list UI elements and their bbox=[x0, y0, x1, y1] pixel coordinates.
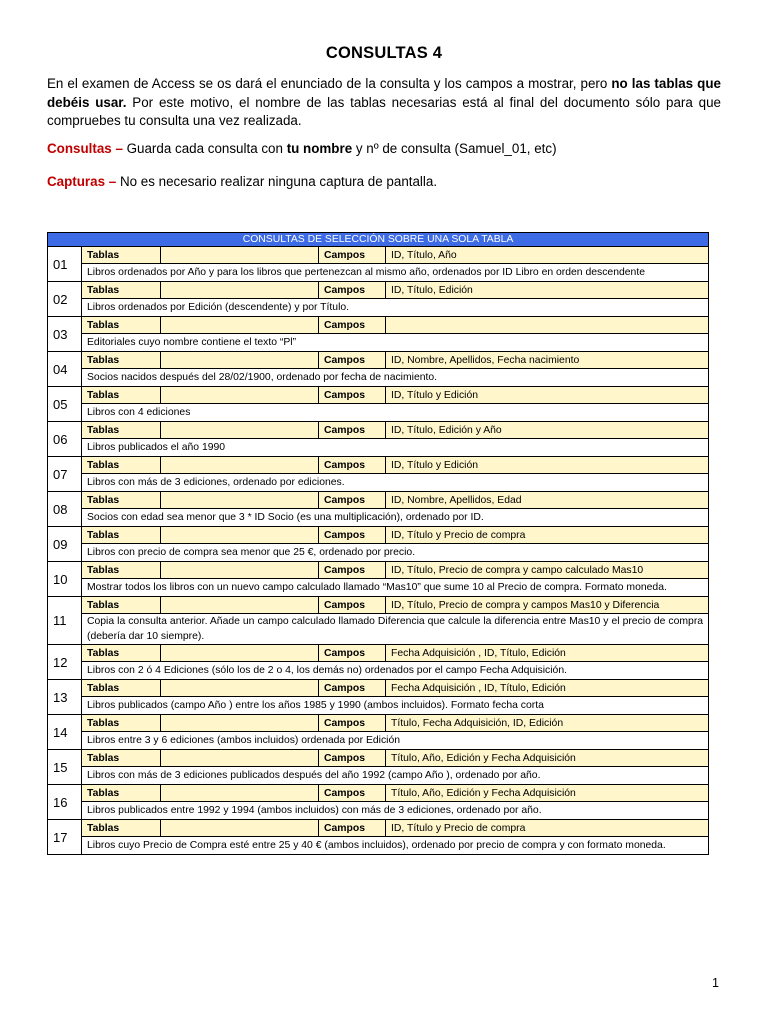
consultas-label: Consultas – bbox=[47, 141, 123, 156]
campos-label: Campos bbox=[319, 352, 386, 369]
tablas-value bbox=[161, 680, 319, 697]
query-description-row bbox=[48, 404, 709, 422]
tablas-label: Tablas bbox=[82, 492, 161, 509]
query-row bbox=[48, 597, 709, 614]
query-description-row bbox=[48, 662, 709, 680]
page-number: 1 bbox=[712, 976, 719, 990]
query-description-row bbox=[48, 369, 709, 387]
query-description: Libros con 4 ediciones bbox=[82, 404, 709, 422]
query-number: 12 bbox=[48, 645, 82, 680]
query-description-row bbox=[48, 732, 709, 750]
campos-label: Campos bbox=[319, 387, 386, 404]
query-description: Libros entre 3 y 6 ediciones (ambos incluidos) ordenada por Edición bbox=[82, 732, 709, 750]
campos-value: ID, Título y Precio de compra bbox=[386, 820, 709, 837]
tablas-label: Tablas bbox=[82, 387, 161, 404]
tablas-label: Tablas bbox=[82, 317, 161, 334]
query-description: Copia la consulta anterior. Añade un campo calculado llamado Diferencia que calcule la diferencia entre Mas10 y el precio de compra (debería dar 10 siempre). bbox=[82, 614, 709, 645]
table-header-row bbox=[48, 233, 709, 247]
tablas-value bbox=[161, 317, 319, 334]
campos-value: ID, Título, Edición y Año bbox=[386, 422, 709, 439]
campos-label: Campos bbox=[319, 597, 386, 614]
query-description-row bbox=[48, 837, 709, 855]
campos-label: Campos bbox=[319, 820, 386, 837]
query-row bbox=[48, 387, 709, 404]
tablas-label: Tablas bbox=[82, 820, 161, 837]
campos-value: ID, Título y Edición bbox=[386, 457, 709, 474]
query-row bbox=[48, 562, 709, 579]
query-row bbox=[48, 820, 709, 837]
consultas-text2: y nº de consulta (Samuel_01, etc) bbox=[352, 141, 557, 156]
query-description: Libros publicados (campo Año ) entre los años 1985 y 1990 (ambos incluidos). Formato fecha corta bbox=[82, 697, 709, 715]
page-title: CONSULTAS 4 bbox=[325, 44, 443, 62]
campos-value: Fecha Adquisición , ID, Título, Edición bbox=[386, 680, 709, 697]
query-description-row bbox=[48, 439, 709, 457]
query-number: 16 bbox=[48, 785, 82, 820]
query-description: Socios con edad sea menor que 3 * ID Socio (es una multiplicación), ordenado por ID. bbox=[82, 509, 709, 527]
campos-value bbox=[386, 317, 709, 334]
query-row bbox=[48, 422, 709, 439]
intro-text-part2: Por este motivo, el nombre de las tablas necesarias está al final del documento sólo para que compruebes tu consulta una vez realizada. bbox=[47, 94, 721, 129]
tablas-label: Tablas bbox=[82, 352, 161, 369]
query-description: Libros ordenados por Año y para los libros que pertenezcan al mismo año, ordenados por ID Libro en orden descendente bbox=[82, 264, 709, 282]
tablas-label: Tablas bbox=[82, 645, 161, 662]
campos-label: Campos bbox=[319, 750, 386, 767]
tablas-value bbox=[161, 352, 319, 369]
campos-value: ID, Título y Edición bbox=[386, 387, 709, 404]
tablas-label: Tablas bbox=[82, 422, 161, 439]
tablas-label: Tablas bbox=[82, 282, 161, 299]
query-description: Libros con 2 ó 4 Ediciones (sólo los de 2 o 4, los demás no) ordenados por el campo Fecha Adquisición. bbox=[82, 662, 709, 680]
query-description-row bbox=[48, 767, 709, 785]
campos-label: Campos bbox=[319, 247, 386, 264]
tablas-value bbox=[161, 820, 319, 837]
tablas-value bbox=[161, 645, 319, 662]
tablas-label: Tablas bbox=[82, 785, 161, 802]
tablas-value bbox=[161, 715, 319, 732]
query-row bbox=[48, 492, 709, 509]
query-number: 13 bbox=[48, 680, 82, 715]
capturas-label: Capturas – bbox=[47, 174, 117, 189]
query-row bbox=[48, 352, 709, 369]
campos-value: ID, Título, Edición bbox=[386, 282, 709, 299]
consultas-text1: Guarda cada consulta con bbox=[122, 141, 287, 156]
query-row bbox=[48, 645, 709, 662]
campos-label: Campos bbox=[319, 492, 386, 509]
campos-label: Campos bbox=[319, 527, 386, 544]
query-number: 01 bbox=[48, 247, 82, 282]
query-number: 02 bbox=[48, 282, 82, 317]
query-number: 03 bbox=[48, 317, 82, 352]
query-number: 05 bbox=[48, 387, 82, 422]
campos-value: ID, Nombre, Apellidos, Fecha nacimiento bbox=[386, 352, 709, 369]
query-number: 07 bbox=[48, 457, 82, 492]
intro-paragraph bbox=[47, 75, 721, 131]
tablas-label: Tablas bbox=[82, 562, 161, 579]
tablas-value bbox=[161, 247, 319, 264]
campos-value: ID, Título, Precio de compra y campo calculado Mas10 bbox=[386, 562, 709, 579]
query-description-row bbox=[48, 334, 709, 352]
tablas-value bbox=[161, 457, 319, 474]
tablas-value bbox=[161, 527, 319, 544]
consultas-instruction bbox=[47, 141, 557, 156]
intro-bold-text: no las tablas que debéis usar. bbox=[47, 76, 721, 110]
capturas-instruction bbox=[47, 174, 437, 189]
tablas-value bbox=[161, 387, 319, 404]
campos-value: ID, Nombre, Apellidos, Edad bbox=[386, 492, 709, 509]
query-number: 06 bbox=[48, 422, 82, 457]
query-number: 14 bbox=[48, 715, 82, 750]
query-row bbox=[48, 680, 709, 697]
tablas-value bbox=[161, 492, 319, 509]
query-description-row bbox=[48, 509, 709, 527]
query-row bbox=[48, 750, 709, 767]
query-number: 09 bbox=[48, 527, 82, 562]
query-number: 17 bbox=[48, 820, 82, 855]
campos-value: ID, Título, Año bbox=[386, 247, 709, 264]
consultas-bold: tu nombre bbox=[286, 141, 353, 156]
tablas-value bbox=[161, 562, 319, 579]
query-description: Libros publicados el año 1990 bbox=[82, 439, 709, 457]
tablas-value bbox=[161, 422, 319, 439]
query-row bbox=[48, 527, 709, 544]
tablas-label: Tablas bbox=[82, 527, 161, 544]
campos-label: Campos bbox=[319, 645, 386, 662]
tablas-label: Tablas bbox=[82, 680, 161, 697]
query-description-row bbox=[48, 802, 709, 820]
query-row bbox=[48, 457, 709, 474]
intro-text-part1: En el examen de Access se os dará el enunciado de la consulta y los campos a mostrar, pero bbox=[47, 76, 612, 91]
query-row bbox=[48, 785, 709, 802]
campos-value: Título, Año, Edición y Fecha Adquisición bbox=[386, 750, 709, 767]
query-description: Editoriales cuyo nombre contiene el texto “Pl” bbox=[82, 334, 709, 352]
campos-label: Campos bbox=[319, 680, 386, 697]
tablas-value bbox=[161, 750, 319, 767]
campos-label: Campos bbox=[319, 562, 386, 579]
campos-label: Campos bbox=[319, 422, 386, 439]
campos-value: Título, Año, Edición y Fecha Adquisición bbox=[386, 785, 709, 802]
tablas-label: Tablas bbox=[82, 750, 161, 767]
query-row bbox=[48, 282, 709, 299]
tablas-label: Tablas bbox=[82, 597, 161, 614]
query-row bbox=[48, 247, 709, 264]
query-description: Libros cuyo Precio de Compra esté entre 25 y 40 € (ambos incluidos), ordenado por precio de compra y con formato moneda. bbox=[82, 837, 709, 855]
query-description-row bbox=[48, 614, 709, 645]
campos-label: Campos bbox=[319, 457, 386, 474]
queries-table bbox=[47, 232, 709, 855]
query-description-row bbox=[48, 579, 709, 597]
tablas-value bbox=[161, 597, 319, 614]
query-description: Socios nacidos después del 28/02/1900, ordenado por fecha de nacimiento. bbox=[82, 369, 709, 387]
campos-value: Fecha Adquisición , ID, Título, Edición bbox=[386, 645, 709, 662]
query-description-row bbox=[48, 264, 709, 282]
query-description-row bbox=[48, 697, 709, 715]
query-description: Libros publicados entre 1992 y 1994 (ambos incluidos) con más de 3 ediciones, ordenado por año. bbox=[82, 802, 709, 820]
tablas-label: Tablas bbox=[82, 457, 161, 474]
capturas-text: No es necesario realizar ninguna captura de pantalla. bbox=[116, 174, 438, 189]
campos-label: Campos bbox=[319, 282, 386, 299]
query-description: Libros con más de 3 ediciones publicados después del año 1992 (campo Año ), ordenado por año. bbox=[82, 767, 709, 785]
table-header: CONSULTAS DE SELECCIÓN SOBRE UNA SOLA TABLA bbox=[48, 233, 709, 247]
campos-label: Campos bbox=[319, 785, 386, 802]
query-description: Libros ordenados por Edición (descendente) y por Título. bbox=[82, 299, 709, 317]
tablas-value bbox=[161, 785, 319, 802]
query-description: Libros con precio de compra sea menor que 25 €, ordenado por precio. bbox=[82, 544, 709, 562]
tablas-label: Tablas bbox=[82, 247, 161, 264]
query-number: 04 bbox=[48, 352, 82, 387]
campos-value: ID, Título, Precio de compra y campos Mas10 y Diferencia bbox=[386, 597, 709, 614]
query-description: Libros con más de 3 ediciones, ordenado por ediciones. bbox=[82, 474, 709, 492]
campos-label: Campos bbox=[319, 715, 386, 732]
tablas-label: Tablas bbox=[82, 715, 161, 732]
query-number: 10 bbox=[48, 562, 82, 597]
query-description-row bbox=[48, 299, 709, 317]
campos-value: ID, Título y Precio de compra bbox=[386, 527, 709, 544]
query-row bbox=[48, 715, 709, 732]
campos-value: Título, Fecha Adquisición, ID, Edición bbox=[386, 715, 709, 732]
query-number: 08 bbox=[48, 492, 82, 527]
query-number: 11 bbox=[48, 597, 82, 645]
campos-label: Campos bbox=[319, 317, 386, 334]
query-row bbox=[48, 317, 709, 334]
tablas-value bbox=[161, 282, 319, 299]
query-description: Mostrar todos los libros con un nuevo campo calculado llamado “Mas10” que sume 10 al Precio de compra. Formato moneda. bbox=[82, 579, 709, 597]
query-number: 15 bbox=[48, 750, 82, 785]
query-description-row bbox=[48, 474, 709, 492]
query-description-row bbox=[48, 544, 709, 562]
